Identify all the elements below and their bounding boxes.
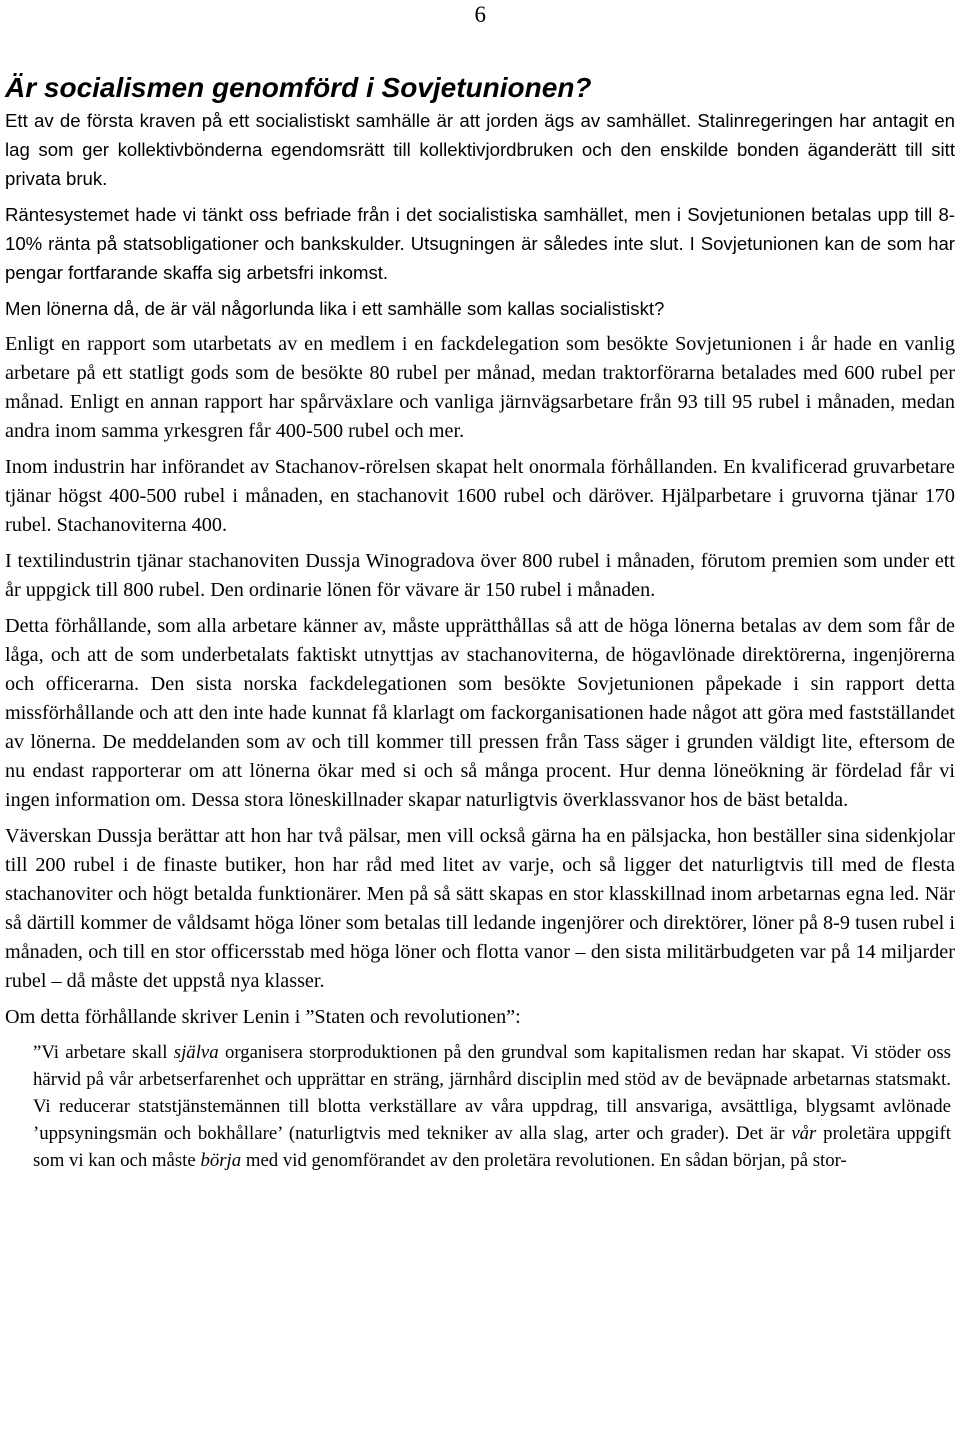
lenin-quote (33, 1039, 951, 1174)
quote-text: proletära uppgift som vi kan och måste (33, 1123, 951, 1171)
paragraph-textile-industry: I textilindustrin tjänar stachanoviten Dussja Winogradova över 800 rubel i månaden, förutom premien som under ett år uppgick till 800 rubel. Den ordinarie lönen för vävare är 150 rubel i månaden. (5, 550, 955, 601)
quote-emphasis: själva (173, 1042, 219, 1063)
quote-emphasis: vår (791, 1123, 817, 1144)
paragraph-weaver-dussja: Väverskan Dussja berättar att hon har två pälsar, men vill också gärna ha en pälsjacka, hon beställer sina sidenkjolar till 200 rubel i de finaste butiker, hon har råd med litet av varje, och så ligger det naturligtvis till med de flesta stachanoviter och högt betalda funktionärer. Men på så sätt skapas en stor klasskillnad inom arbetarnas egna led. När så därtill kommer de våldsamt höga löner som betalas till ledande ingenjörer och direktörer, löner på 8-9 tusen rubel i månaden, och till en stor officersstab med höga löner och flotta vanor – den sista militärbudgeten var på 14 miljarder rubel – då måste det uppstå nya klasser. (5, 825, 955, 992)
intro-section (5, 106, 955, 323)
paragraph-wage-conditions: Detta förhållande, som alla arbetare känner av, måste upprätthållas så att de höga lönerna betalas av dem som får de låga, och att de som underbetalats faktiskt utnyttjas av stachanoviterna, de högavlönade direktörerna, ingenjörerna och officerarna. Den sista norska fackdelegationen som besökte Sovjetunionen påpekade i sin rapport detta missförhållande och att den inte hade kunnat få klarlagt om fackorganisationen hade något att göra med fastställandet av lönerna. De meddelanden som av och till kommer till pressen från Tass säger i grunden väldigt lite, eftersom de nu endast rapporterar om att lönerna ökar med si och så många procent. Hur denna löneökning är fördelad får vi ingen information om. Dessa stora löneskillnader skapar naturligtvis överklassvanor hos de bäst betalda. (5, 615, 955, 811)
paragraph-land-ownership: Ett av de första kraven på ett socialistiskt samhälle är att jorden ägs av samhället. Stalinregeringen har antagit en lag som ger kollektivbönderna egendomsrätt till kollektivjordbruken och den enskilde bonden äganderätt till sitt privata bruk. (5, 110, 955, 189)
paragraph-wages-question: Men lönerna då, de är väl någorlunda lika i ett samhälle som kallas socialistiskt? (5, 298, 665, 319)
page-content (5, 70, 955, 1174)
page-number: 6 (474, 2, 486, 27)
quote-text: ”Vi arbetare skall (33, 1042, 174, 1063)
paragraph-stachanov-industry: Inom industrin har införandet av Stachanov-rörelsen skapat helt onormala förhållanden. En kvalificerad gruvarbetare tjänar högst 400-500 rubel i månaden, en stachanovit 1600 rubel och däröver. Hjälparbetare i gruvorna tjänar 170 rubel. Stachanoviterna 400. (5, 456, 955, 536)
paragraph-interest-system: Räntesystemet hade vi tänkt oss befriade från i det socialistiska samhället, men i Sovjetunionen betalas upp till 8-10% ränta på statsobligationer och bankskulder. Utsugningen är således inte slut. I Sovjetunionen kan de som har pengar fortfarande skaffa sig arbetsfri inkomst. (5, 204, 955, 283)
body-section (5, 330, 955, 1032)
quote-text: organisera storproduktionen på den grundval som kapitalismen redan har skapat. Vi stöder oss härvid på vår arbetserfarenhet och upprättar en sträng, järnhård disciplin med stöd av de beväpnade arbetarnas statsmakt. Vi reducerar statstjänstemännen till blotta verkställare av våra uppdrag, till ansvariga, avsättliga, blygsamt avlönade ’uppsyningsmän och bokhållare’ (naturligtvis med tekniker av alla slag, arter och grader). Det är (33, 1042, 951, 1144)
page-title: Är socialismen genomförd i Sovjetunionen? (5, 72, 592, 103)
quote-emphasis: börja (200, 1150, 242, 1171)
paragraph-delegation-report: Enligt en rapport som utarbetats av en medlem i en fackdelegation som besökte Sovjetunionen i år hade en vanlig arbetare på ett statligt gods som de besökte 80 rubel per månad, medan traktorförarna betalades med 600 rubel per månad. Enligt en annan rapport har spårväxlare och vanliga järnvägsarbetare från 93 till 95 rubel i månaden, medan andra inom samma yrkesgren får 400-500 rubel och mer. (5, 333, 955, 442)
quote-text: med vid genomförandet av den proletära revolutionen. En sådan början, på stor- (241, 1150, 847, 1171)
paragraph-lenin-intro: Om detta förhållande skriver Lenin i ”Staten och revolutionen”: (5, 1006, 521, 1028)
